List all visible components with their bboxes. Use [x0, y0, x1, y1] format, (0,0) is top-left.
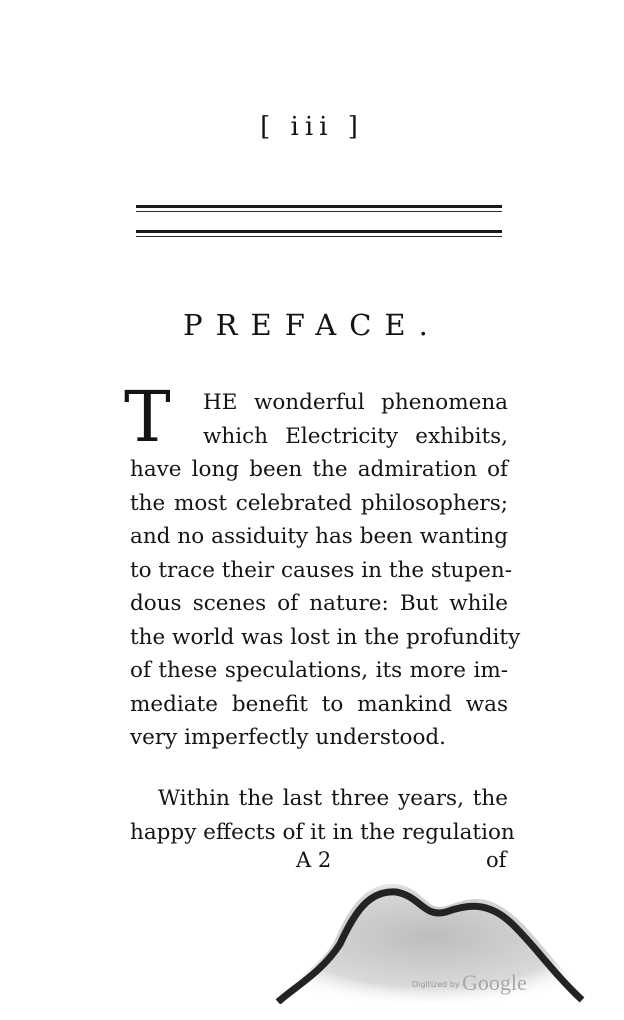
page-number: [ iii ] — [260, 112, 364, 142]
header-rule-bottom — [136, 230, 502, 237]
paragraph-1 — [130, 386, 521, 755]
text-line: to trace their causes in the stupen- — [130, 557, 513, 583]
rule-thin — [136, 236, 502, 237]
text-line: HE wonderful phenomena — [203, 390, 508, 415]
paragraph-2 — [130, 782, 515, 849]
catchword: of — [486, 848, 507, 872]
header-rule-top — [136, 205, 502, 212]
rule-thin — [136, 211, 502, 212]
drop-cap: T — [124, 376, 171, 458]
rule-thick — [136, 205, 502, 208]
text-line: of these speculations, its more im- — [130, 658, 508, 683]
text-line: the world was lost in the profundity — [130, 624, 521, 650]
page-title: PREFACE. — [183, 308, 441, 342]
signature-mark: A 2 — [296, 848, 332, 872]
text-line: have long been the admiration of — [130, 457, 508, 482]
digitized-by-label: Digitized by — [412, 980, 460, 989]
text-line: mediate benefit to mankind was — [130, 691, 508, 717]
text-line: Within the last three years, the — [158, 786, 508, 811]
text-line: the most celebrated philosophers; — [130, 490, 508, 516]
google-watermark: Google — [462, 970, 527, 995]
text-line: which Electricity exhibits, — [203, 423, 508, 449]
text-line: dous scenes of nature: But while — [130, 591, 508, 616]
text-line: happy effects of it in the regulation — [130, 819, 515, 845]
rule-thick — [136, 230, 502, 233]
text-line: very imperfectly understood. — [130, 725, 446, 750]
text-line: and no assiduity has been wanting — [130, 524, 508, 549]
